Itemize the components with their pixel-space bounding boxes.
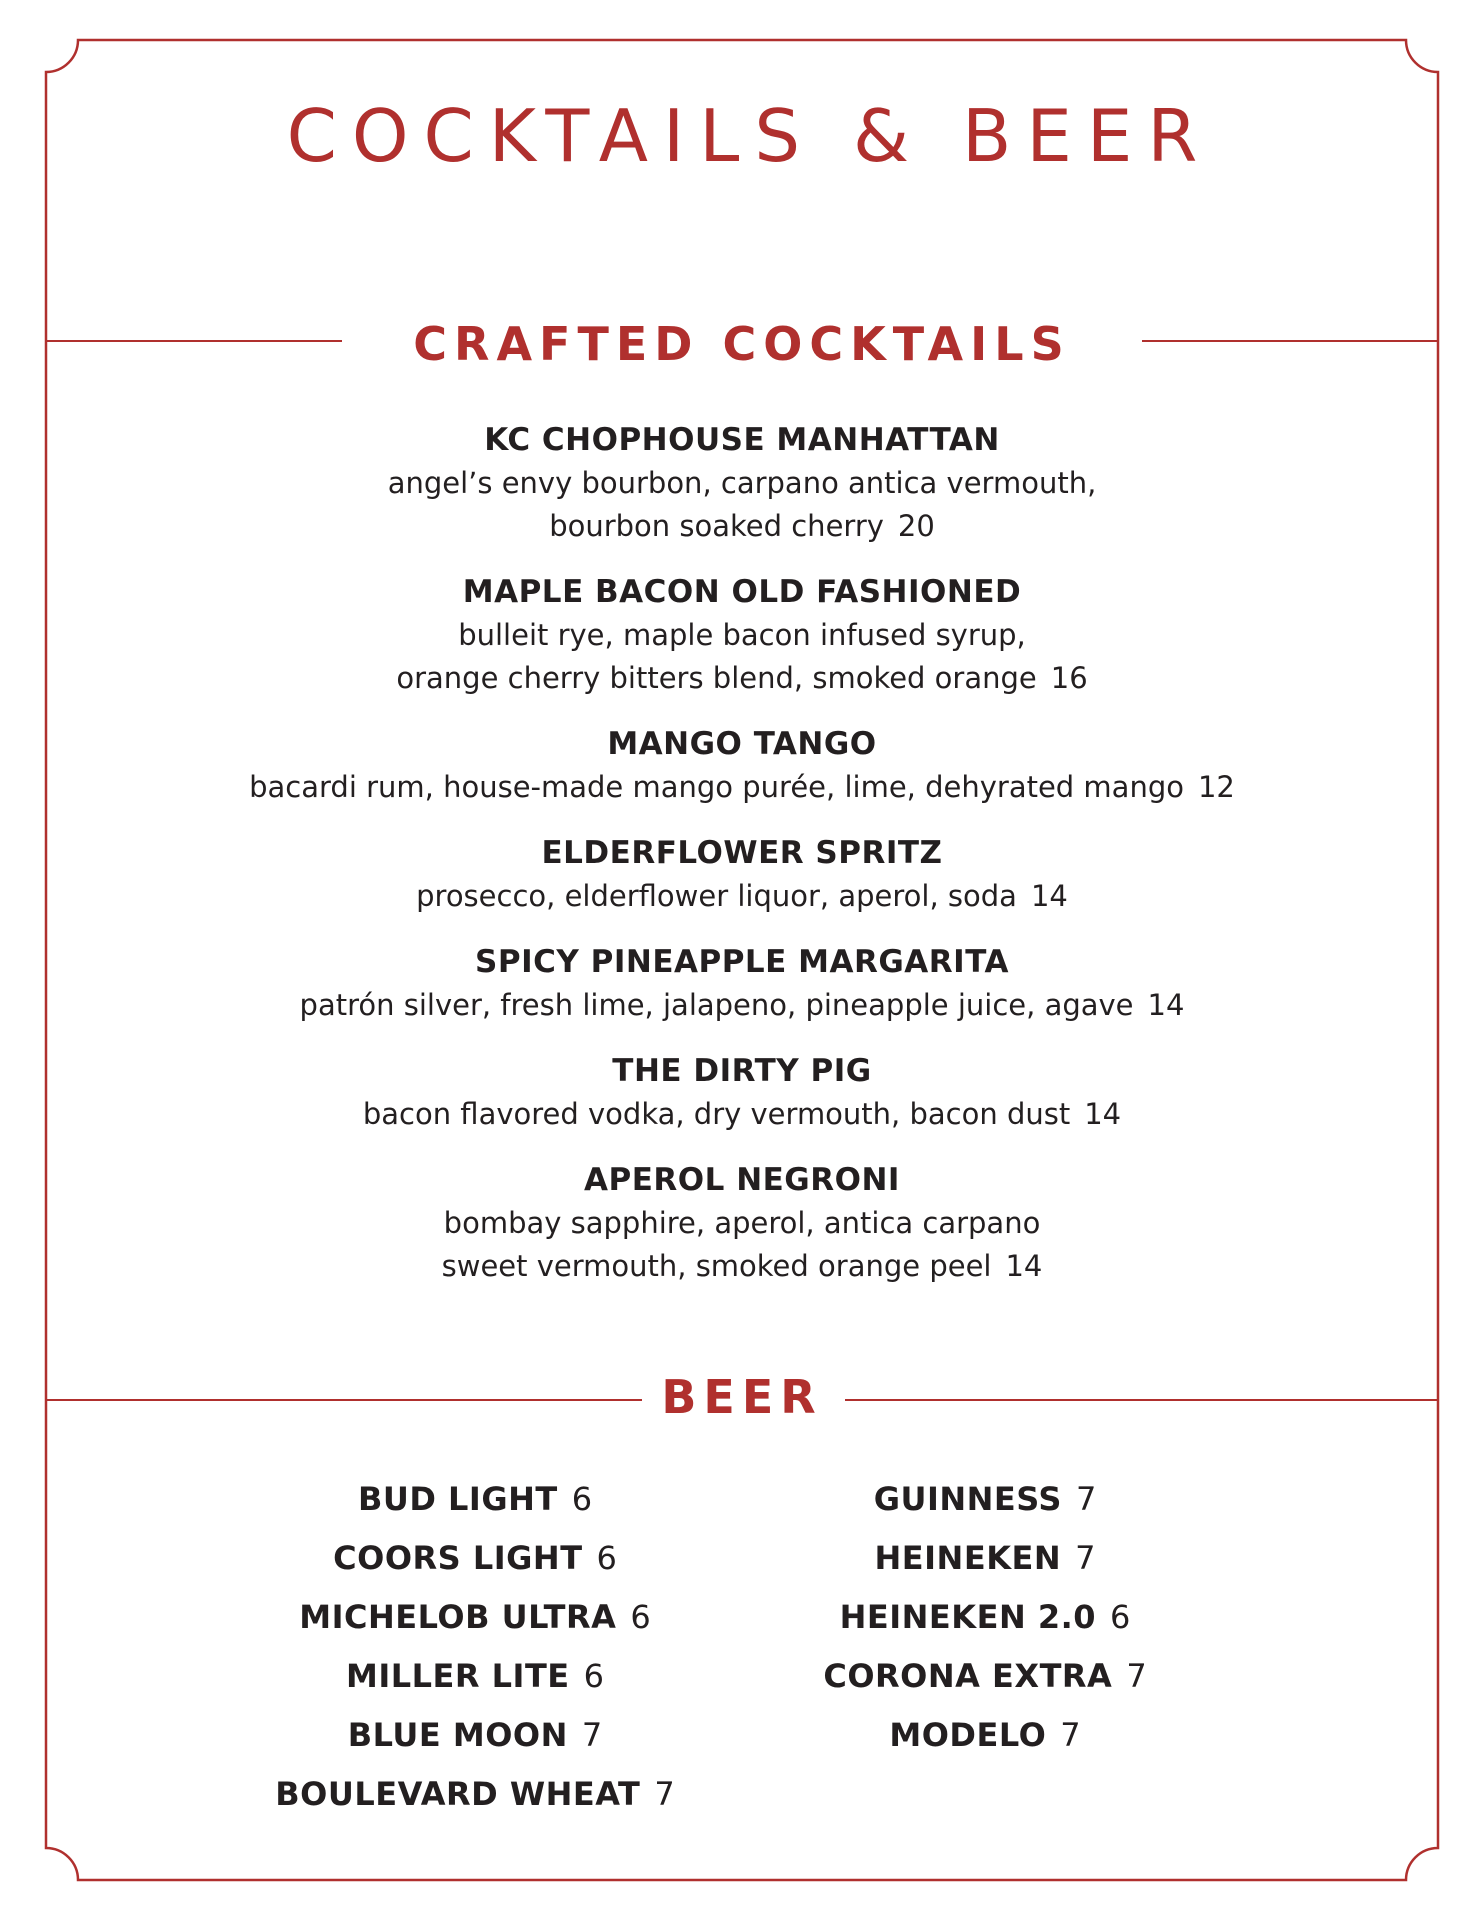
cocktail-item <box>0 570 1484 700</box>
beer-name: BOULEVARD WHEAT <box>275 1775 641 1813</box>
beer-name: COORS LIGHT <box>333 1539 583 1577</box>
beer-price: 6 <box>630 1598 651 1636</box>
cocktail-description-text: bacon flavored vodka, dry vermouth, bacon dust <box>362 1097 1071 1131</box>
cocktail-description-text: bombay sapphire, aperol, antica carpano <box>443 1206 1041 1240</box>
beer-price: 6 <box>583 1657 604 1695</box>
beer-price: 6 <box>571 1480 593 1518</box>
beer-price: 6 <box>596 1539 617 1577</box>
cocktail-description-text: prosecco, elderflower liquor, aperol, soda <box>416 879 1017 913</box>
cocktail-description <box>0 462 1484 505</box>
beer-price: 7 <box>654 1775 675 1813</box>
cocktails-heading: CRAFTED COCKTAILS <box>413 317 1071 371</box>
beer-name: HEINEKEN 2.0 <box>839 1598 1097 1636</box>
beer-name: MILLER LITE <box>345 1657 570 1695</box>
beer-list-right <box>685 1470 1285 1765</box>
cocktail-price: 14 <box>1147 988 1185 1022</box>
cocktail-description <box>0 657 1484 700</box>
cocktail-description-text: angel’s envy bourbon, carpano antica vermouth, <box>387 466 1097 500</box>
beer-name: HEINEKEN <box>874 1539 1062 1577</box>
cocktail-description <box>0 766 1484 809</box>
cocktail-item <box>0 1158 1484 1288</box>
cocktail-item <box>0 940 1484 1027</box>
beer-name: BUD LIGHT <box>357 1480 558 1518</box>
beer-price: 7 <box>1060 1716 1081 1754</box>
cocktail-description <box>0 1093 1484 1136</box>
cocktail-description <box>0 984 1484 1027</box>
cocktail-description-text: sweet vermouth, smoked orange peel <box>441 1249 992 1283</box>
beer-item <box>175 1765 775 1824</box>
beer-item <box>685 1647 1285 1706</box>
cocktail-description <box>0 1202 1484 1245</box>
cocktail-item <box>0 418 1484 548</box>
cocktail-price: 14 <box>1084 1097 1122 1131</box>
beer-price: 7 <box>1075 1480 1097 1518</box>
cocktail-price: 14 <box>1005 1249 1043 1283</box>
beer-item <box>685 1470 1285 1529</box>
cocktail-description <box>0 614 1484 657</box>
cocktail-description-text: patrón silver, fresh lime, jalapeno, pineapple juice, agave <box>299 988 1134 1022</box>
cocktail-name: ELDERFLOWER SPRITZ <box>541 835 943 871</box>
beer-item <box>685 1706 1285 1765</box>
cocktail-description-text: bourbon soaked cherry <box>549 509 884 543</box>
cocktail-description-text: bacardi rum, house-made mango purée, lime, dehyrated mango <box>249 770 1184 804</box>
cocktail-price: 12 <box>1197 770 1235 804</box>
cocktail-name: MAPLE BACON OLD FASHIONED <box>462 574 1022 610</box>
cocktail-description <box>0 505 1484 548</box>
cocktail-name: SPICY PINEAPPLE MARGARITA <box>475 944 1009 980</box>
cocktail-description <box>0 1245 1484 1288</box>
cocktail-description-text: bulleit rye, maple bacon infused syrup, <box>458 618 1026 652</box>
cocktail-name: APEROL NEGRONI <box>584 1162 900 1198</box>
cocktail-name: KC CHOPHOUSE MANHATTAN <box>484 422 1000 458</box>
beer-name: GUINNESS <box>873 1480 1062 1518</box>
cocktail-description-text: orange cherry bitters blend, smoked orange <box>396 661 1037 695</box>
cocktail-price: 16 <box>1050 661 1088 695</box>
beer-name: MODELO <box>889 1716 1047 1754</box>
cocktail-item <box>0 831 1484 918</box>
cocktail-price: 20 <box>897 509 935 543</box>
cocktail-price: 14 <box>1030 879 1068 913</box>
beer-item <box>685 1529 1285 1588</box>
beer-item <box>685 1588 1285 1647</box>
beer-price: 6 <box>1110 1598 1131 1636</box>
cocktail-name: MANGO TANGO <box>607 726 877 762</box>
beer-heading: BEER <box>661 1370 823 1424</box>
cocktail-item <box>0 722 1484 809</box>
cocktail-item <box>0 1049 1484 1136</box>
cocktail-description <box>0 875 1484 918</box>
menu-title: COCKTAILS & BEER <box>286 94 1213 178</box>
beer-name: BLUE MOON <box>347 1716 568 1754</box>
cocktail-name: THE DIRTY PIG <box>612 1053 872 1089</box>
beer-name: MICHELOB ULTRA <box>299 1598 617 1636</box>
beer-price: 7 <box>1075 1539 1096 1577</box>
beer-price: 7 <box>581 1716 603 1754</box>
cocktail-list <box>0 418 1484 1310</box>
beer-name: CORONA EXTRA <box>823 1657 1113 1695</box>
beer-price: 7 <box>1126 1657 1147 1695</box>
